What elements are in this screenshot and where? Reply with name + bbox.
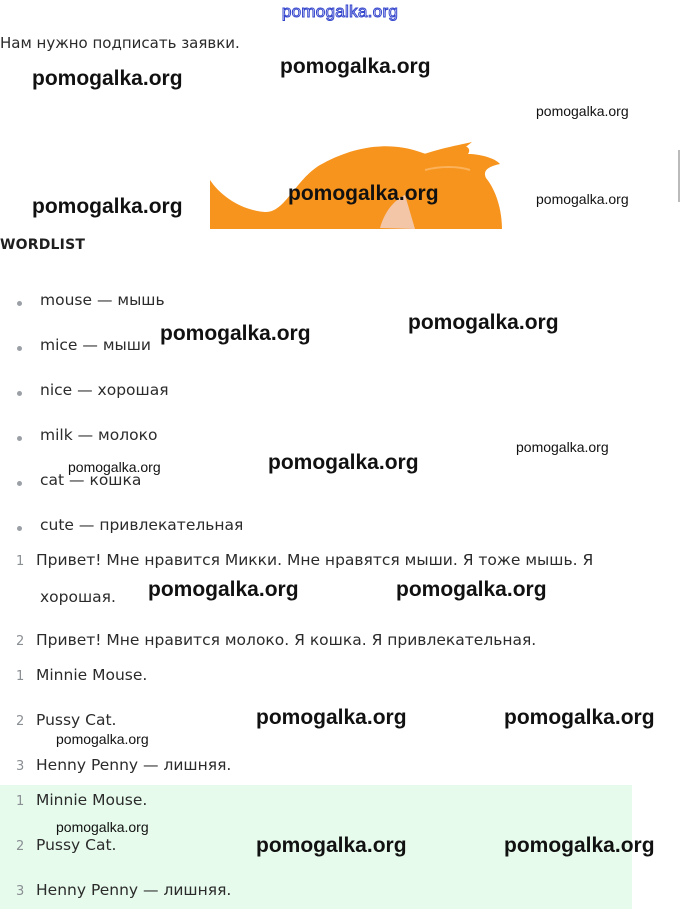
bullet-icon xyxy=(17,346,22,351)
intro-text: Нам нужно подписать заявки. xyxy=(0,34,240,52)
watermark: pomogalka.org xyxy=(56,731,149,747)
item-number: 2 xyxy=(16,714,25,729)
bullet-icon xyxy=(17,301,22,306)
bullet-icon xyxy=(17,391,22,396)
watermark: pomogalka.org xyxy=(160,322,311,345)
item-number: 3 xyxy=(16,759,25,774)
watermark: pomogalka.org xyxy=(516,439,609,455)
list-item: Henny Penny — лишняя. xyxy=(36,756,232,774)
list-item: Henny Penny — лишняя. xyxy=(36,881,232,899)
task-1-line-1: Привет! Мне нравится Микки. Мне нравятся мыши. Я тоже мышь. Я xyxy=(36,551,594,569)
watermark: pomogalka.org xyxy=(256,834,407,857)
list-item: mice — мыши xyxy=(40,336,152,354)
watermark: pomogalka.org xyxy=(56,819,149,835)
item-number: 2 xyxy=(16,839,25,854)
watermark: pomogalka.org xyxy=(504,834,655,857)
task-1-line-2: Привет! Мне нравится молоко. Я кошка. Я привлекательная. xyxy=(36,631,537,649)
watermark: pomogalka.org xyxy=(288,182,439,205)
item-number: 1 xyxy=(16,554,25,569)
watermark: pomogalka.org xyxy=(504,706,655,729)
list-item: nice — хорошая xyxy=(40,381,169,399)
watermark: pomogalka.org xyxy=(396,578,547,601)
list-item: cute — привлекательная xyxy=(40,516,244,534)
list-item: Pussy Cat. xyxy=(36,836,117,854)
bullet-icon xyxy=(17,481,22,486)
watermark: pomogalka.org xyxy=(256,706,407,729)
watermark: pomogalka.org xyxy=(148,578,299,601)
list-item: milk — молоко xyxy=(40,426,158,444)
watermark: pomogalka.org xyxy=(68,459,161,475)
bullet-icon xyxy=(17,436,22,441)
site-watermark-top: pomogalka.org xyxy=(281,2,399,21)
watermark: pomogalka.org xyxy=(32,195,183,218)
item-number: 2 xyxy=(16,634,25,649)
item-number: 3 xyxy=(16,884,25,899)
list-item: Minnie Mouse. xyxy=(36,666,148,684)
task-1-line-1-continued: хорошая. xyxy=(40,588,116,606)
list-item: Minnie Mouse. xyxy=(36,791,148,809)
watermark: pomogalka.org xyxy=(280,55,431,78)
item-number: 1 xyxy=(16,669,25,684)
watermark: pomogalka.org xyxy=(536,191,629,207)
bullet-icon xyxy=(17,526,22,531)
watermark: pomogalka.org xyxy=(268,451,419,474)
list-item: Pussy Cat. xyxy=(36,711,117,729)
item-number: 1 xyxy=(16,794,25,809)
list-item: cat — кошка xyxy=(40,471,142,489)
watermark: pomogalka.org xyxy=(32,67,183,90)
wordlist-heading: WORDLIST xyxy=(0,237,86,253)
watermark: pomogalka.org xyxy=(536,103,629,119)
list-item: mouse — мышь xyxy=(40,291,165,309)
watermark: pomogalka.org xyxy=(408,311,559,334)
